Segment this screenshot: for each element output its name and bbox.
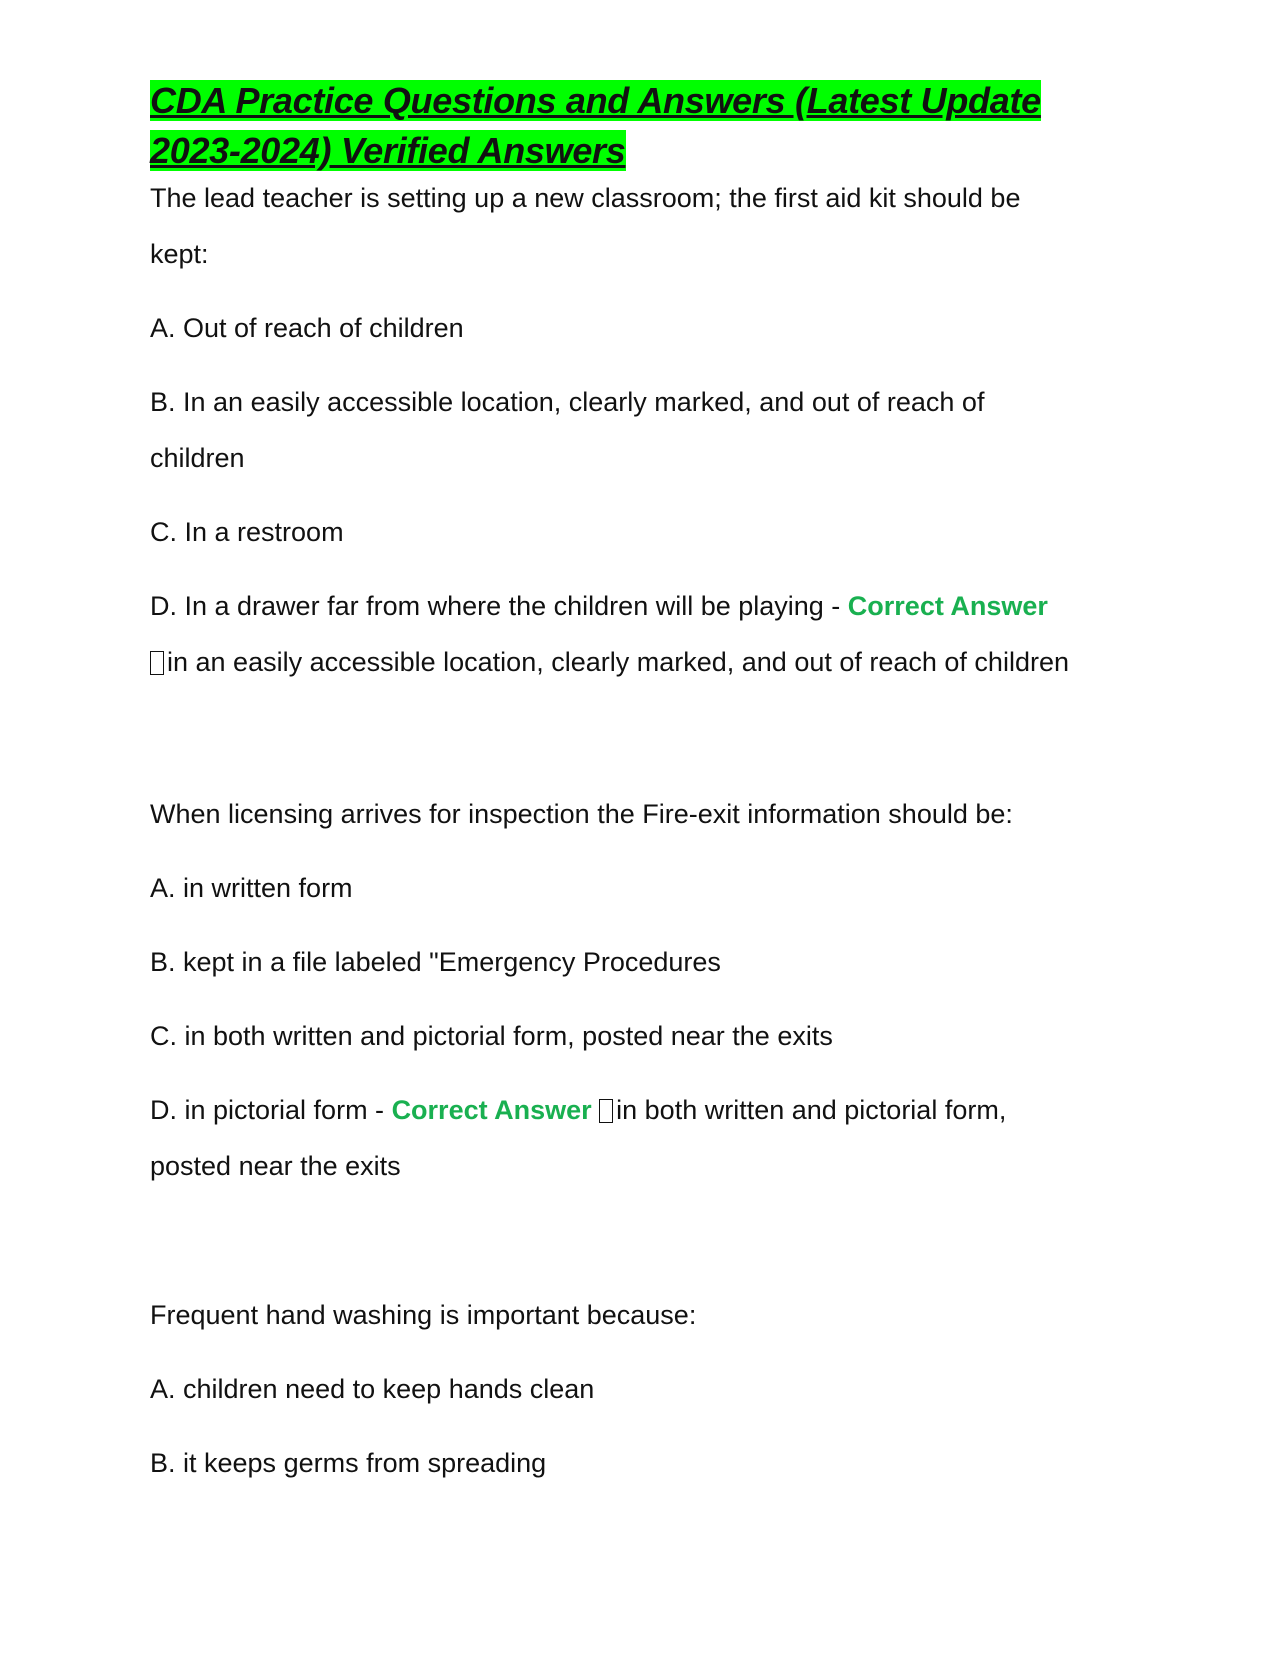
question-1-option-d: [150, 589, 1048, 623]
page-title: [150, 76, 1130, 176]
title-line-2: 2023-2024) Verified Answers: [150, 130, 626, 171]
question-2-option-c: C. in both written and pictorial form, posted near the exits: [150, 1021, 833, 1051]
question-2-option-d: [150, 1093, 1006, 1127]
missing-glyph-icon: [150, 651, 164, 675]
question-2-option-d-text: D. in pictorial form -: [150, 1095, 392, 1125]
correct-answer-label: Correct Answer: [391, 1095, 592, 1125]
title-line-1: CDA Practice Questions and Answers (Latest Update: [150, 80, 1041, 121]
question-1-option-d-text: D. In a drawer far from where the children will be playing -: [150, 591, 848, 621]
question-1-stem-line-2: kept:: [150, 239, 209, 269]
question-1-option-a: A. Out of reach of children: [150, 313, 464, 343]
question-3-option-b: B. it keeps germs from spreading: [150, 1448, 547, 1478]
question-1-option-b-line-2: children: [150, 443, 245, 473]
document-page: [150, 76, 1130, 176]
question-2-answer-part-2: posted near the exits: [150, 1151, 401, 1181]
question-1-option-b-line-1: B. In an easily accessible location, clearly marked, and out of reach of: [150, 387, 985, 417]
correct-answer-label: Correct Answer: [847, 591, 1048, 621]
question-3-stem: Frequent hand washing is important because:: [150, 1300, 697, 1330]
question-2-option-a: A. in written form: [150, 873, 353, 903]
question-1-answer-text: in an easily accessible location, clearly marked, and out of reach of children: [167, 647, 1069, 677]
question-1-stem-line-1: The lead teacher is setting up a new classroom; the first aid kit should be: [150, 183, 1021, 213]
question-2-option-b: B. kept in a file labeled "Emergency Procedures: [150, 947, 721, 977]
question-2-answer-part-1: in both written and pictorial form,: [616, 1095, 1007, 1125]
question-1-option-c: C. In a restroom: [150, 517, 344, 547]
question-3-option-a: A. children need to keep hands clean: [150, 1374, 595, 1404]
missing-glyph-icon: [599, 1099, 613, 1123]
question-1-answer: [150, 645, 1069, 679]
question-2-stem: When licensing arrives for inspection the Fire-exit information should be:: [150, 799, 1013, 829]
